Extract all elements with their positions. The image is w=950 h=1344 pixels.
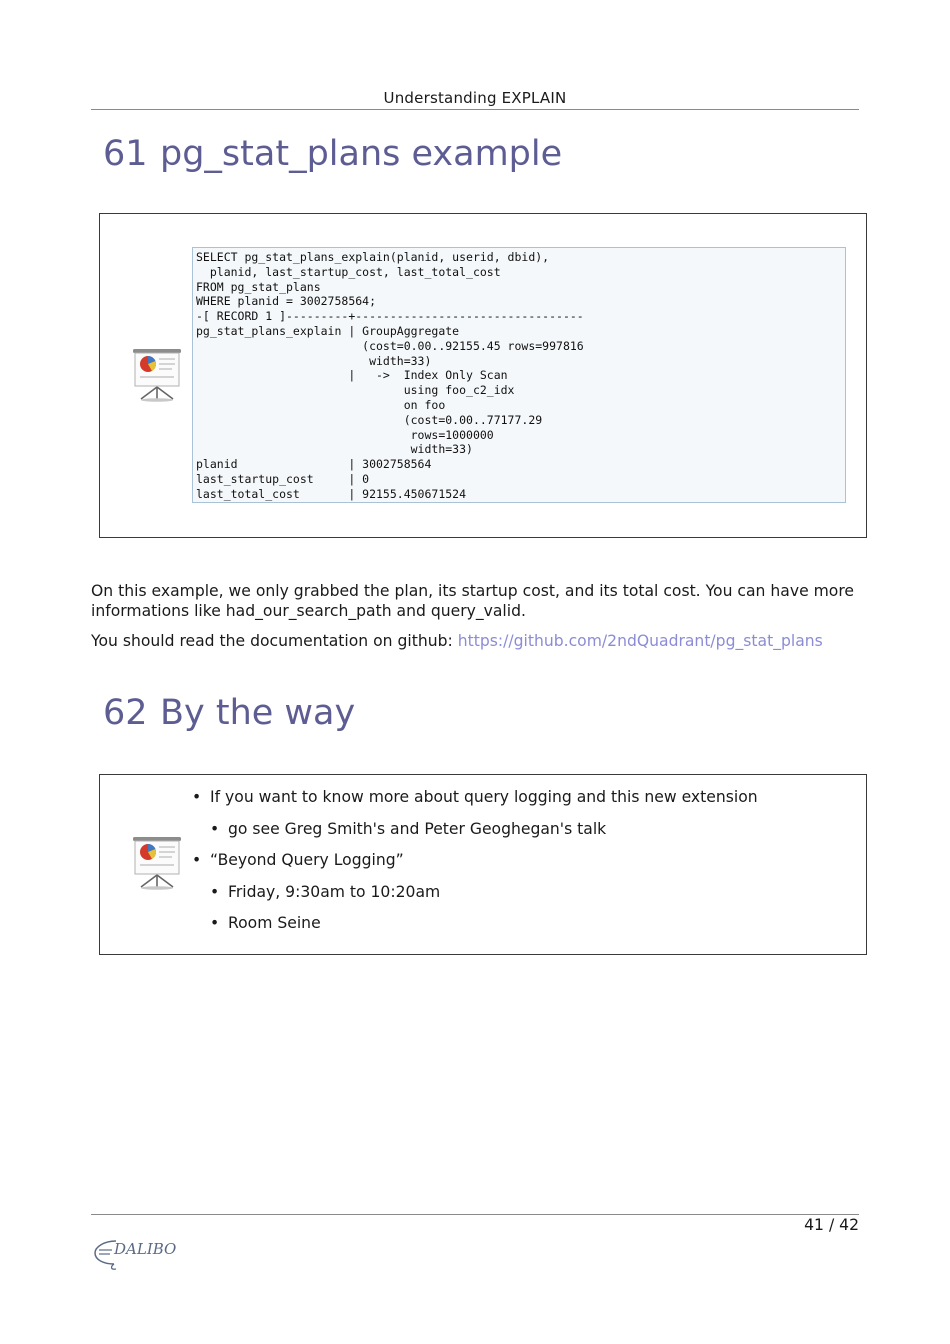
talk-bullet-list xyxy=(192,787,758,945)
bullet-dot-icon: • xyxy=(210,819,220,838)
list-item-text: Friday, 9:30am to 10:20am xyxy=(228,882,441,901)
list-item xyxy=(192,787,758,819)
section-62-slide xyxy=(99,774,867,955)
list-item xyxy=(192,850,758,882)
logo-text: DALIBO xyxy=(114,1240,177,1258)
section-61-slide xyxy=(99,213,867,538)
page-number: 41 / 42 xyxy=(804,1216,859,1234)
list-item-text: If you want to know more about query logging and this new extension xyxy=(210,788,758,806)
list-item-text: Room Seine xyxy=(228,914,321,932)
footer-rule xyxy=(91,1214,859,1215)
list-item xyxy=(192,819,758,851)
section-62-heading xyxy=(103,693,355,733)
section-61-title: pg_stat_plans example xyxy=(160,134,563,174)
list-item xyxy=(192,882,758,914)
bullet-dot-icon: • xyxy=(210,914,220,932)
section-62-number: 62 xyxy=(103,693,148,733)
list-item-text: go see Greg Smith's and Peter Geoghegan's talk xyxy=(228,819,607,838)
list-item xyxy=(192,913,758,945)
sql-code-block: SELECT pg_stat_plans_explain(planid, userid, dbid), planid, last_startup_cost, last_total_cost FROM pg_stat_plans WHERE planid = 3002758564; -[ RECORD 1 ]---------+--------------------------------- pg_stat_plans_explain | GroupAggregate (cost=0.00..92155.45 rows=997816 width=33) | -> Index Only Scan using foo_c2_idx on foo (cost=0.00..77177.29 rows=1000000 width=33) planid | 3002758564 last_startup_cost | 0 last_total_cost | 92155.450671524 xyxy=(192,247,846,503)
running-header: Understanding EXPLAIN xyxy=(91,88,859,110)
documentation-text: You should read the documentation on github: xyxy=(91,632,458,650)
bullet-dot-icon: • xyxy=(192,788,202,806)
dalibo-logo-icon xyxy=(92,1233,177,1271)
bullet-dot-icon: • xyxy=(192,851,202,869)
section-61-number: 61 xyxy=(103,134,148,174)
documentation-paragraph xyxy=(91,631,871,651)
presentation-icon xyxy=(130,835,184,891)
bullet-dot-icon: • xyxy=(210,882,220,901)
list-item-text: “Beyond Query Logging” xyxy=(210,851,404,869)
section-61-heading xyxy=(103,134,562,174)
section-62-title: By the way xyxy=(160,693,356,733)
github-link[interactable]: https://github.com/2ndQuadrant/pg_stat_plans xyxy=(457,632,823,650)
presentation-icon xyxy=(130,347,184,403)
explanation-paragraph: On this example, we only grabbed the plan, its startup cost, and its total cost. You can have more informations like had_our_search_path and query_valid. xyxy=(91,582,855,620)
